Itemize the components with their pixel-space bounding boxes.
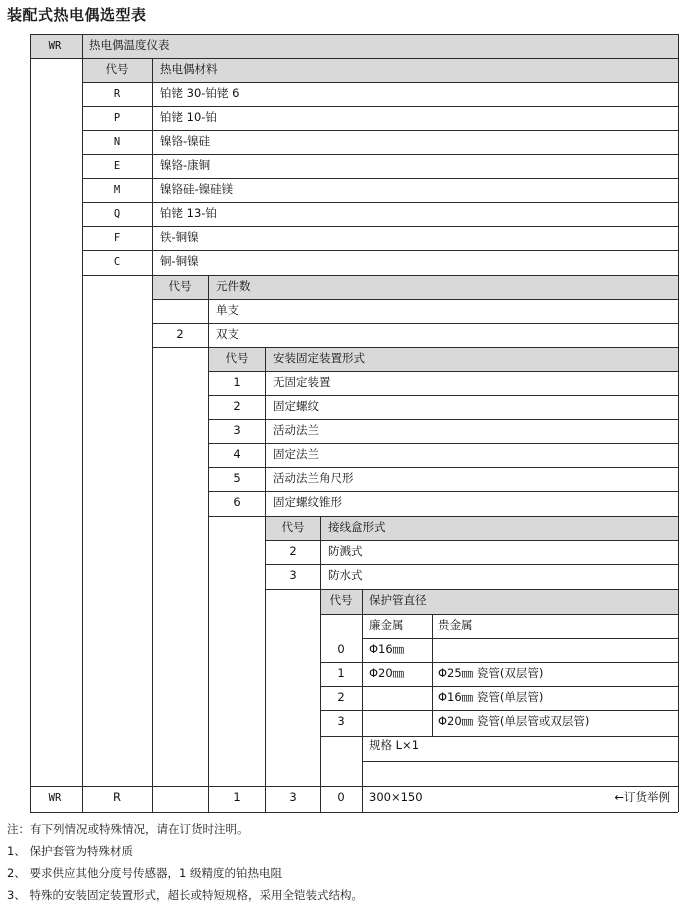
mounting-code: 4	[233, 447, 241, 461]
material-name: 铁-铜镍	[160, 230, 199, 244]
junction-name-header: 接线盒形式	[328, 520, 386, 534]
example-cell: 3	[289, 790, 297, 804]
note-line: 注：有下列情况或特殊情况，请在订货时注明。	[7, 822, 249, 836]
mounting-name: 固定法兰	[273, 447, 319, 461]
material-list	[114, 86, 240, 268]
header-code: WR	[48, 40, 62, 52]
material-name: 镍铬-镍硅	[160, 134, 211, 148]
mounting-code-header: 代号	[225, 351, 249, 365]
material-code: Q	[113, 208, 121, 220]
example-cell: 300×150	[369, 790, 423, 804]
tube-base-metal-header: 廉金属	[369, 618, 404, 632]
mounting-name: 固定螺纹	[273, 399, 319, 413]
mounting-name: 固定螺纹锥形	[273, 495, 342, 509]
tube-code: 0	[337, 642, 345, 656]
tube-noble: Φ20㎜ 瓷管(单层管或双层管)	[438, 714, 590, 728]
material-code: E	[113, 160, 121, 172]
tube-name-header: 保护管直径	[369, 593, 427, 607]
junction-code: 2	[289, 544, 297, 558]
elements-code-header: 代号	[168, 279, 192, 293]
material-name: 铜-铜镍	[160, 254, 199, 268]
example-cell: 0	[337, 790, 345, 804]
junction-name: 防水式	[328, 568, 363, 582]
elements-name: 双支	[216, 327, 239, 341]
tube-noble: Φ16㎜ 瓷管(单层管)	[438, 690, 544, 704]
note-line: 1、 保护套管为特殊材质	[7, 844, 133, 858]
notes	[7, 818, 363, 906]
material-code: P	[113, 112, 121, 124]
note-line: 2、 要求供应其他分度号传感器，1 级精度的铂热电阻	[7, 866, 282, 880]
elements-code: 2	[176, 327, 184, 341]
mounting-code: 5	[233, 471, 241, 485]
material-name: 铂铑 10-铂	[160, 110, 217, 124]
junction-code: 3	[289, 568, 297, 582]
tube-code: 1	[337, 666, 345, 680]
junction-name: 防溅式	[328, 544, 363, 558]
material-code: N	[113, 136, 121, 148]
mounting-name: 活动法兰	[273, 423, 319, 437]
material-code: R	[113, 88, 121, 100]
mounting-code: 3	[233, 423, 241, 437]
header-label: 热电偶温度仪表	[89, 38, 170, 52]
mounting-code: 6	[233, 495, 241, 509]
material-name: 镍铬硅-镍硅镁	[160, 182, 234, 196]
page-title: 装配式热电偶选型表	[7, 6, 147, 24]
junction-code-header: 代号	[281, 520, 305, 534]
tube-base: Φ16㎜	[369, 642, 405, 656]
elements-name: 单支	[216, 303, 239, 317]
mounting-name-header: 安装固定装置形式	[273, 351, 365, 365]
material-name: 镍铬-康铜	[160, 158, 211, 172]
material-name: 铂铑 13-铂	[160, 206, 217, 220]
order-example-row	[49, 790, 670, 804]
mounting-code: 1	[233, 375, 241, 389]
tube-code-header: 代号	[329, 593, 353, 607]
material-code: M	[113, 184, 121, 196]
mounting-code: 2	[233, 399, 241, 413]
example-label: ←订货举例	[614, 790, 670, 804]
material-code: F	[113, 232, 121, 244]
example-cell: 1	[233, 790, 241, 804]
tube-spec: 规格 L×1	[369, 738, 420, 752]
header-row-shade	[265, 516, 678, 540]
material-name: 铂铑 30-铂铑 6	[160, 86, 240, 100]
tube-code: 3	[337, 714, 345, 728]
tube-noble-metal-header: 贵金属	[438, 618, 473, 632]
tube-code: 2	[337, 690, 345, 704]
material-name-header: 热电偶材料	[160, 62, 218, 76]
material-code: C	[113, 256, 121, 268]
tube-base: Φ20㎜	[369, 666, 405, 680]
note-line: 3、 特殊的安装固定装置形式，超长或特短规格，采用全铠装式结构。	[7, 888, 363, 902]
example-cell: WR	[48, 792, 62, 804]
example-cell: R	[113, 790, 121, 804]
elements-name-header: 元件数	[216, 279, 251, 293]
mounting-name: 无固定装置	[273, 375, 331, 389]
tube-noble: Φ25㎜ 瓷管(双层管)	[438, 666, 544, 680]
material-code-header: 代号	[105, 62, 129, 76]
mounting-name: 活动法兰角尺形	[273, 471, 354, 485]
